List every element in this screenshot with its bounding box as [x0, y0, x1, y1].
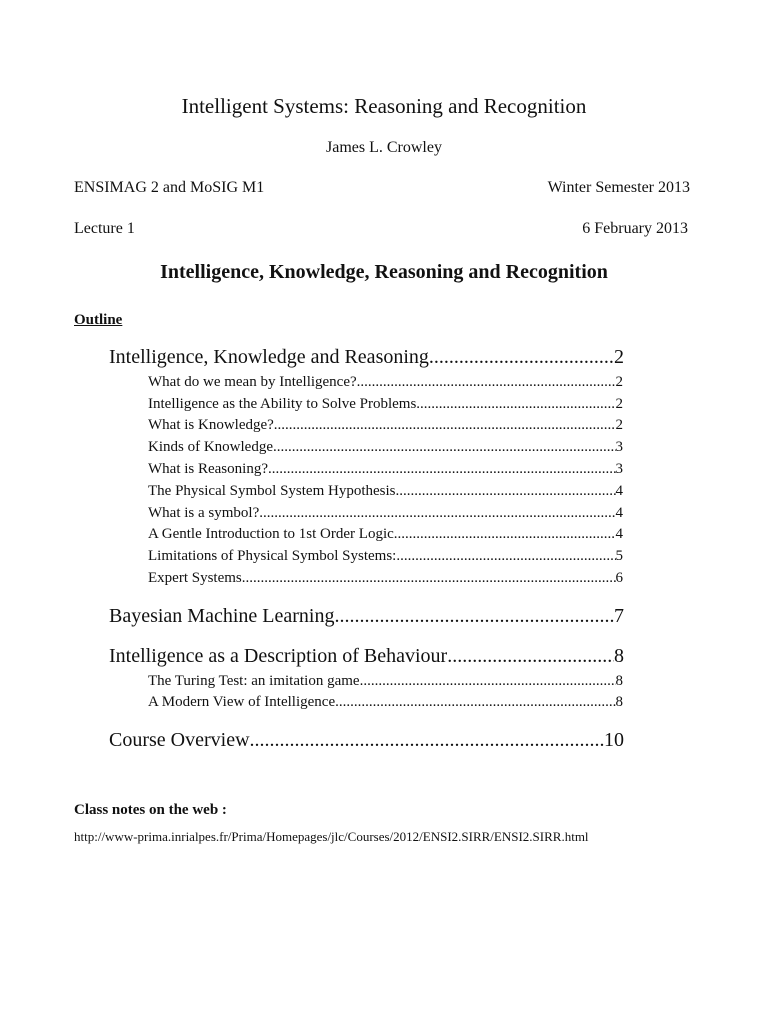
toc-entry-title: Course Overview: [109, 729, 250, 751]
toc-leader-dots: [250, 727, 604, 753]
toc-leader-dots: [360, 671, 616, 691]
toc-entry-page: 3: [615, 439, 623, 455]
lecture-date: 6 February 2013: [582, 220, 688, 237]
semester: Winter Semester 2013: [547, 179, 690, 196]
toc-entry-page: 8: [614, 645, 624, 667]
class-notes-label: Class notes on the web :: [74, 802, 227, 818]
toc-entry-title: What do we mean by Intelligence?: [148, 374, 357, 390]
toc-entry-page: 8: [615, 673, 623, 689]
toc-leader-dots: [429, 344, 614, 370]
toc-leader-dots: [416, 394, 615, 414]
toc-entry-title: Intelligence as a Description of Behaviour: [109, 645, 448, 667]
toc-entry-level2[interactable]: [148, 481, 623, 501]
toc-entry-title: The Physical Symbol System Hypothesis: [148, 483, 396, 499]
toc-entry-level1[interactable]: [109, 603, 624, 629]
outline-heading: Outline: [74, 312, 123, 328]
toc-entry-title: A Gentle Introduction to 1st Order Logic: [148, 526, 394, 542]
toc-entry-title: What is a symbol?: [148, 505, 260, 521]
toc-entry-page: 2: [615, 396, 623, 412]
toc-entry-page: 7: [614, 605, 624, 627]
toc-entry-page: 6: [615, 570, 623, 586]
toc-entry-level1[interactable]: [109, 344, 624, 370]
toc-entry-title: Bayesian Machine Learning: [109, 605, 335, 627]
toc-leader-dots: [334, 603, 614, 629]
lecture-title: Intelligence, Knowledge, Reasoning and Recognition: [160, 261, 608, 283]
class-notes-url[interactable]: http://www-prima.inrialpes.fr/Prima/Homepages/jlc/Courses/2012/ENSI2.SIRR/ENSI2.SIRR.html: [74, 829, 589, 844]
toc-entry-title: What is Reasoning?: [148, 461, 268, 477]
toc-entry-page: 5: [615, 548, 623, 564]
toc-entry-level1[interactable]: [109, 727, 624, 753]
author-name: James L. Crowley: [326, 139, 442, 156]
toc-entry-title: The Turing Test: an imitation game: [148, 673, 360, 689]
toc-leader-dots: [242, 568, 616, 588]
toc-entry-level2[interactable]: [148, 546, 623, 566]
toc-entry-level2[interactable]: [148, 437, 623, 457]
toc-entry-title: A Modern View of Intelligence: [148, 694, 336, 710]
toc-entry-title: Intelligence as the Ability to Solve Problems: [148, 396, 417, 412]
toc-entry-page: 4: [615, 483, 623, 499]
toc-entry-level2[interactable]: [148, 671, 623, 691]
toc-entry-title: Limitations of Physical Symbol Systems:: [148, 548, 397, 564]
toc-entry-title: Expert Systems: [148, 570, 242, 586]
page-title: Intelligent Systems: Reasoning and Recognition: [181, 94, 587, 118]
toc-leader-dots: [268, 459, 616, 479]
toc-entry-level2[interactable]: [148, 524, 623, 544]
toc-entry-page: 2: [615, 374, 623, 390]
toc-entry-page: 2: [614, 346, 624, 368]
toc-entry-page: 4: [615, 526, 623, 542]
toc-entry-level2[interactable]: [148, 568, 623, 588]
toc-entry-page: 10: [604, 729, 624, 751]
toc-entry-level2[interactable]: [148, 459, 623, 479]
toc-leader-dots: [273, 437, 616, 457]
toc-entry-level1[interactable]: [109, 643, 624, 669]
toc-leader-dots: [396, 481, 616, 501]
toc-entry-title: Kinds of Knowledge: [148, 439, 273, 455]
toc-entry-level2[interactable]: [148, 692, 623, 712]
toc-leader-dots: [259, 503, 615, 523]
toc-entry-page: 3: [615, 461, 623, 477]
toc-entry-page: 4: [615, 505, 623, 521]
toc-entry-page: 2: [615, 417, 623, 433]
toc-leader-dots: [394, 524, 616, 544]
toc-leader-dots: [357, 372, 616, 392]
toc-entry-level2[interactable]: [148, 394, 623, 414]
toc-entry-title: Intelligence, Knowledge and Reasoning: [109, 346, 429, 368]
toc-leader-dots: [274, 415, 616, 435]
course-name: ENSIMAG 2 and MoSIG M1: [74, 179, 265, 196]
toc-entry-page: 8: [615, 694, 623, 710]
toc-entry-level2[interactable]: [148, 415, 623, 435]
toc-leader-dots: [335, 692, 615, 712]
toc-entry-level2[interactable]: [148, 503, 623, 523]
toc-leader-dots: [396, 546, 615, 566]
toc-entry-title: What is Knowledge?: [148, 417, 274, 433]
toc-entry-level2[interactable]: [148, 372, 623, 392]
toc-leader-dots: [447, 643, 614, 669]
lecture-number: Lecture 1: [74, 220, 135, 237]
